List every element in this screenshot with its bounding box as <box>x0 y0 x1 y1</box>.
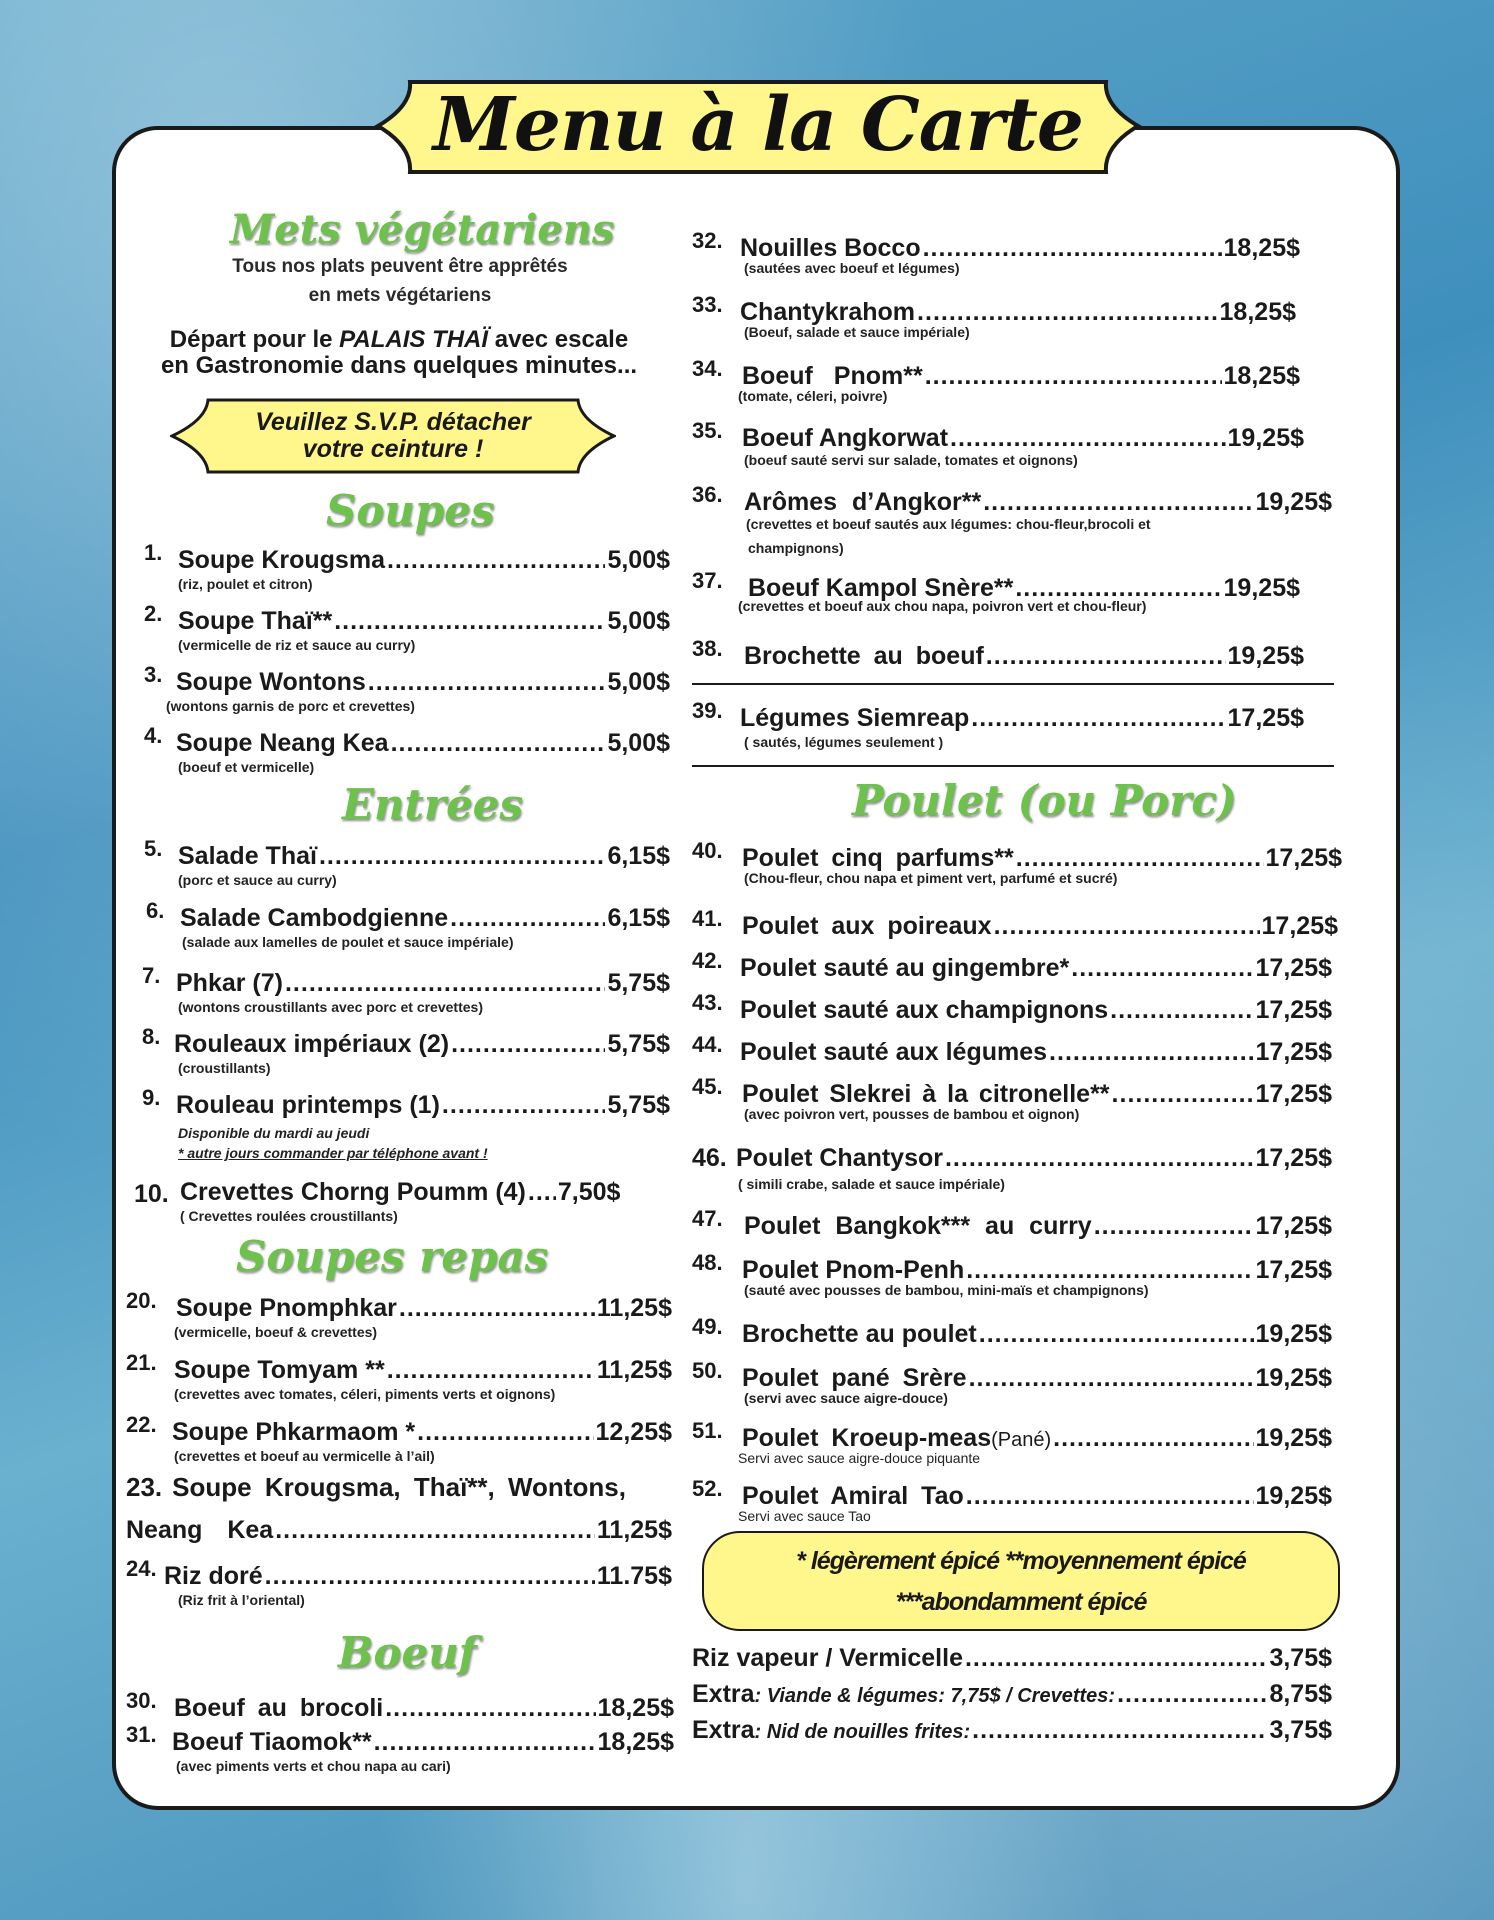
item-price: 17,25$ <box>1255 1144 1332 1172</box>
item-name: Salade Thaï <box>178 842 317 870</box>
item-price: 6,15$ <box>607 904 670 932</box>
item-description: (salade aux lamelles de poulet et sauce impériale) <box>182 934 514 950</box>
item-number: 9. <box>142 1085 161 1110</box>
item-number: 47. <box>692 1206 723 1231</box>
item-number: 23. <box>126 1472 163 1502</box>
item-price: 17,25$ <box>1255 996 1332 1024</box>
item-description: (tomate, céleri, poivre) <box>738 388 888 404</box>
item-price: 17,25$ <box>1255 1080 1332 1108</box>
item-name: Phkar (7) <box>176 969 283 997</box>
extra-price: 8,75$ <box>1269 1680 1332 1708</box>
item-number: 38. <box>692 636 723 661</box>
item-description: (servi avec sauce aigre-douce) <box>744 1390 948 1406</box>
item-description: (vermicelle de riz et sauce au curry) <box>178 637 416 653</box>
item-number: 46. <box>692 1144 727 1172</box>
item-price: 19,25$ <box>1255 1320 1332 1348</box>
item-name: Chantykrahom <box>740 298 916 326</box>
item-description: Disponible du mardi au jeudi <box>178 1125 370 1141</box>
item-name: Poulet cinq parfums** <box>742 844 1014 872</box>
item-name: Crevettes Chorng Poumm (4) <box>180 1178 526 1206</box>
item-price: 17,25$ <box>1255 1212 1332 1240</box>
vegetarian-line2: en mets végétariens <box>308 285 492 306</box>
item-price: 11,25$ <box>596 1356 672 1384</box>
item-description-line2: champignons) <box>748 540 844 556</box>
item-name: Brochette au poulet <box>742 1320 977 1348</box>
item-name: Boeuf Pnom** <box>742 362 923 390</box>
item-description: (croustillants) <box>178 1060 271 1076</box>
item-name: Poulet Slekrei à la citronelle** <box>742 1080 1110 1108</box>
item-price: 5,75$ <box>607 1030 670 1058</box>
item-name: Poulet sauté aux champignons <box>740 996 1109 1024</box>
page-title: Menu à la Carte <box>433 82 1083 168</box>
item-number: 45. <box>692 1074 723 1099</box>
item-number: 4. <box>144 723 163 748</box>
item-number: 50. <box>692 1358 723 1383</box>
item-name: Brochette au boeuf <box>744 642 984 670</box>
item-number: 41. <box>692 906 723 931</box>
item-name: Légumes Siemreap <box>740 704 970 732</box>
item-number: 37. <box>692 568 723 593</box>
item-price: 19,25$ <box>1227 642 1304 670</box>
extra-sub: : Nid de nouilles frites: <box>754 1721 971 1743</box>
item-description: (Riz frit à l’oriental) <box>178 1592 305 1608</box>
section-title-boeuf: Boeuf <box>338 1628 477 1677</box>
item-description: ( Crevettes roulées croustillants) <box>180 1208 398 1224</box>
item-price: 5,00$ <box>607 607 670 635</box>
item-name: Poulet sauté au gingembre* <box>740 954 1070 982</box>
item-description: (Chou-fleur, chou napa et piment vert, parfumé et sucré) <box>744 870 1118 886</box>
item-name: Nouilles Bocco <box>740 234 921 262</box>
item-number: 33. <box>692 292 723 317</box>
item-description: (wontons garnis de porc et crevettes) <box>166 698 415 714</box>
item-number: 32. <box>692 228 723 253</box>
welcome-text-a: Départ pour le <box>169 326 340 353</box>
item-name: Neang Kea <box>126 1516 274 1544</box>
item-number: 24. <box>126 1556 157 1581</box>
item-price: 7,50$ <box>557 1178 621 1206</box>
extra-label: Riz vapeur / Vermicelle <box>692 1644 963 1672</box>
item-name: Boeuf au brocoli <box>174 1694 384 1722</box>
item-price: 11,25$ <box>596 1516 672 1544</box>
item-price: 17,25$ <box>1227 704 1304 732</box>
item-description: (avec piments verts et chou napa au cari) <box>176 1758 451 1774</box>
item-number: 1. <box>144 540 163 565</box>
item-name: Soupe Phkarmaom * <box>172 1418 416 1446</box>
item-number: 35. <box>692 418 723 443</box>
item-name: Poulet Chantysor <box>736 1144 943 1172</box>
item-number: 20. <box>126 1288 157 1313</box>
item-number: 49. <box>692 1314 723 1339</box>
item-name: Soupe Krougsma <box>178 546 385 574</box>
item-number: 3. <box>144 662 163 687</box>
divider <box>692 683 1334 685</box>
item-number: 22. <box>126 1412 157 1437</box>
item-description: (crevettes et boeuf aux chou napa, poivron vert et chou-fleur) <box>738 598 1147 614</box>
item-description: (Boeuf, salade et sauce impériale) <box>744 324 970 340</box>
item-price: 12,25$ <box>595 1418 672 1446</box>
item-price: 18,25$ <box>1219 298 1296 326</box>
item-number: 48. <box>692 1250 723 1275</box>
item-name: Boeuf Kampol Snère** <box>748 574 1014 602</box>
item-price: 19,25$ <box>1227 424 1304 452</box>
item-number: 31. <box>126 1722 157 1747</box>
item-price: 17,25$ <box>1261 912 1338 940</box>
item-price: 18,25$ <box>597 1728 674 1756</box>
extra-label: Extra <box>692 1716 755 1744</box>
item-number: 7. <box>142 963 161 988</box>
item-description: (sauté avec pousses de bambou, mini-maïs et champignons) <box>744 1282 1149 1298</box>
item-number: 52. <box>692 1476 723 1501</box>
item-description: Servi avec sauce Tao <box>738 1508 871 1524</box>
item-number: 40. <box>692 838 723 863</box>
item-price: 18,25$ <box>1223 234 1300 262</box>
item-description: (crevettes et boeuf au vermicelle à l’ail) <box>174 1448 435 1464</box>
item-name: Soupe Thaï** <box>178 607 333 635</box>
item-description: (porc et sauce au curry) <box>178 872 337 888</box>
item-name: Soupe Neang Kea <box>176 729 389 757</box>
item-name: Poulet Bangkok*** au curry <box>744 1212 1092 1240</box>
item-price: 19,25$ <box>1255 1364 1332 1392</box>
welcome-line1 <box>124 326 674 354</box>
item-name: Poulet pané Srère <box>742 1364 967 1392</box>
item-name: Rouleaux impériaux (2) <box>174 1030 450 1058</box>
item-description: (wontons croustillants avec porc et crevettes) <box>178 999 483 1015</box>
vegetarian-line1: Tous nos plats peuvent être apprêtés <box>232 256 568 277</box>
extra-price: 3,75$ <box>1269 1716 1332 1744</box>
item-description: (riz, poulet et citron) <box>178 576 313 592</box>
item-number: 36. <box>692 482 723 507</box>
item-price: 17,25$ <box>1255 1038 1332 1066</box>
extra-label: Extra <box>692 1680 755 1708</box>
item-name: Poulet Kroeup-meas <box>742 1424 992 1452</box>
item-name: Riz doré <box>164 1562 263 1590</box>
item-name: Boeuf Tiaomok** <box>172 1728 372 1756</box>
welcome-palais-thai: PALAIS THAÏ <box>339 326 489 353</box>
item-description: (crevettes et boeuf sautés aux légumes: chou-fleur,brocoli et <box>746 516 1151 532</box>
item-price: 5,75$ <box>607 1091 670 1119</box>
item-number: 39. <box>692 698 723 723</box>
item-number: 42. <box>692 948 723 973</box>
item-price: 18,25$ <box>1223 362 1300 390</box>
item-price: 6,15$ <box>607 842 670 870</box>
item-number: 30. <box>126 1688 157 1713</box>
item-price: 19,25$ <box>1255 1424 1332 1452</box>
item-name: Soupe Pnomphkar <box>176 1294 397 1322</box>
item-note: * autre jours commander par téléphone avant ! <box>178 1145 488 1161</box>
section-title-entrees: Entrées <box>342 780 524 829</box>
item-price: 17,25$ <box>1255 1256 1332 1284</box>
item-price: 18,25$ <box>597 1694 674 1722</box>
item-name: Salade Cambodgienne <box>180 904 449 932</box>
item-price: 5,00$ <box>607 729 670 757</box>
item-name: Poulet sauté aux légumes <box>740 1038 1048 1066</box>
item-description: (boeuf sauté servi sur salade, tomates et oignons) <box>744 452 1078 468</box>
item-number: 51. <box>692 1418 723 1443</box>
extra-sub: : Viande & légumes: 7,75$ / Crevettes: <box>754 1685 1116 1707</box>
item-number: 6. <box>146 898 165 923</box>
seatbelt-badge <box>170 398 616 474</box>
item-number: 2. <box>144 601 163 626</box>
item-name-note: (Pané) <box>991 1429 1052 1451</box>
item-name: Soupe Wontons <box>176 668 366 696</box>
item-number: 44. <box>692 1032 723 1057</box>
item-name: Rouleau printemps (1) <box>176 1091 440 1119</box>
spice-legend <box>702 1531 1340 1631</box>
item-price: 19,25$ <box>1223 574 1300 602</box>
title-banner <box>370 76 1146 178</box>
item-description: (sautées avec boeuf et légumes) <box>744 260 960 276</box>
item-name: Boeuf Angkorwat <box>742 424 949 452</box>
item-price: 11,25$ <box>596 1294 672 1322</box>
item-price: 5,00$ <box>607 546 670 574</box>
item-name: Arômes d’Angkor** <box>744 488 982 516</box>
item-description: (vermicelle, boeuf & crevettes) <box>174 1324 378 1340</box>
item-description: ( simili crabe, salade et sauce impériale) <box>738 1176 1005 1192</box>
item-number: 43. <box>692 990 723 1015</box>
badge-line1: Veuillez S.V.P. détacher <box>255 408 531 436</box>
item-price: 5,75$ <box>607 969 670 997</box>
item-price: 5,00$ <box>607 668 670 696</box>
spice-legend-line2: ***abondamment épicé <box>895 1588 1147 1616</box>
item-number: 5. <box>144 836 163 861</box>
welcome-line2: en Gastronomie dans quelques minutes... <box>160 352 638 379</box>
item-description: (boeuf et vermicelle) <box>178 759 315 775</box>
item-name: Poulet Pnom-Penh <box>742 1256 965 1284</box>
badge-line2: votre ceinture ! <box>302 435 484 463</box>
extra-price: 3,75$ <box>1269 1644 1332 1672</box>
item-price: 19,25$ <box>1255 488 1332 516</box>
spice-legend-line1: * légèrement épicé **moyennement épicé <box>796 1547 1246 1575</box>
item-description: Servi avec sauce aigre-douce piquante <box>738 1450 981 1466</box>
item-price: 17,25$ <box>1265 844 1342 872</box>
section-title-poulet: Poulet (ou Porc) <box>852 776 1237 825</box>
item-number: 34. <box>692 356 723 381</box>
item-number: 21. <box>126 1350 157 1375</box>
item-description: ( sautés, légumes seulement ) <box>744 734 944 750</box>
section-title-soupes-repas: Soupes repas <box>236 1232 549 1281</box>
welcome-text-c: avec escale <box>488 326 629 353</box>
item-number: 10. <box>134 1180 169 1208</box>
item-name: Soupe Tomyam ** <box>174 1356 385 1384</box>
item-number: 8. <box>142 1024 161 1049</box>
item-price: 17,25$ <box>1255 954 1332 982</box>
item-name: Poulet Amiral Tao <box>742 1482 964 1510</box>
item-price: 11.75$ <box>596 1562 672 1590</box>
section-title-vegetarian: Mets végétariens <box>230 206 615 253</box>
divider <box>692 765 1334 767</box>
section-title-soupes: Soupes <box>326 486 495 535</box>
menu-item <box>126 1472 672 1552</box>
item-price: 19,25$ <box>1255 1482 1332 1510</box>
item-name: Poulet aux poireaux <box>742 912 992 940</box>
item-description: (avec poivron vert, pousses de bambou et oignon) <box>744 1106 1080 1122</box>
item-name-line1: Soupe Krougsma, Thaï**, Wontons, <box>172 1472 626 1502</box>
item-description: (crevettes avec tomates, céleri, piments verts et oignons) <box>174 1386 556 1402</box>
